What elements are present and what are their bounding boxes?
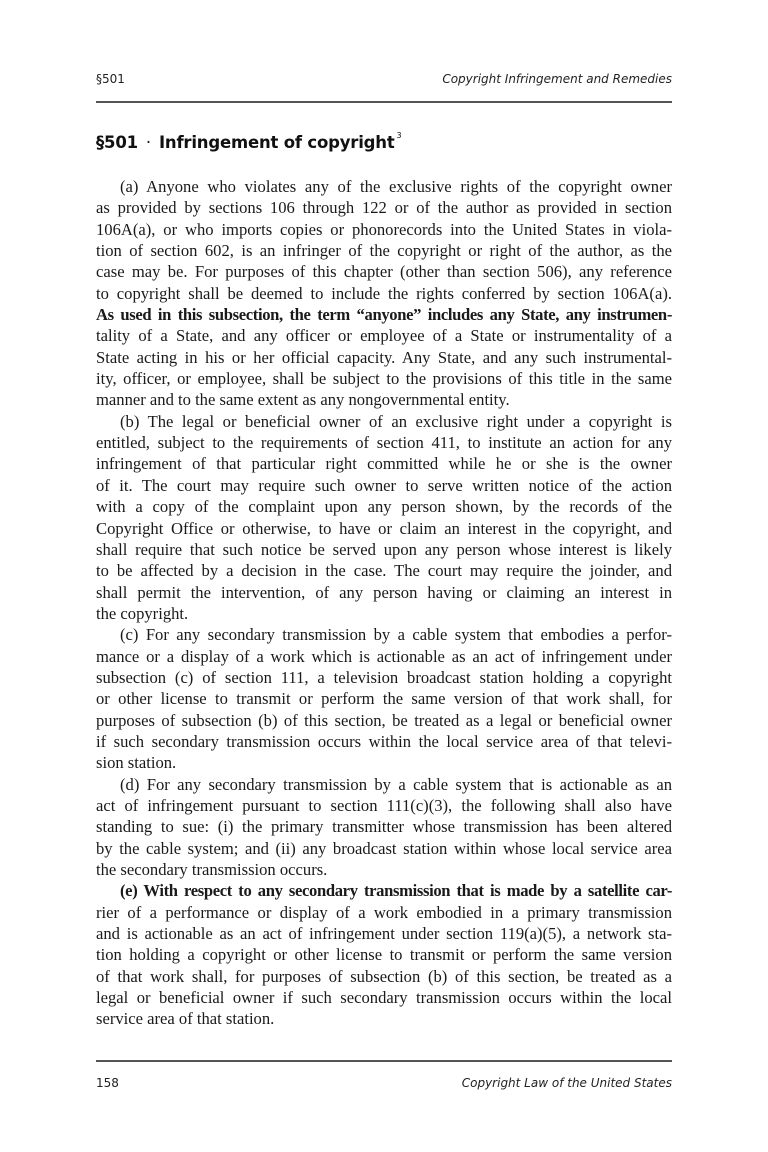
body-line: rier of a performance or display of a work embodied in a primary transmission [96,902,672,922]
body-line: State acting in his or her official capacity. Any State, and any such instrumental- [96,347,672,367]
body-line: act of infringement pursuant to section 111(c)(3), the following shall also have [96,795,672,815]
body-line: if such secondary transmission occurs within the local service area of that televi- [96,731,672,751]
section-number: §501 [96,133,138,152]
running-header [96,72,672,92]
body-line: mance or a display of a work which is actionable as an act of infringement under [96,646,672,666]
footer-book-title: Copyright Law of the United States [461,1076,672,1090]
body-line: the copyright. [96,603,189,623]
body-line: entitled, subject to the requirements of section 411, to institute an action for any [96,433,672,453]
body-line-emphasized: As used in this subsection, the term “anyone” includes any State, any instrumen- [96,305,672,325]
body-line: ity, officer, or employee, shall be subject to the provisions of this title in the same [96,369,672,389]
header-rule [96,101,672,103]
section-heading [96,133,401,152]
body-line: infringement of that particular right committed while he or she is the owner [96,454,672,474]
body-line: tion of section 602, is an infringer of the copyright or right of the author, as the [96,241,672,261]
body-line: as provided by sections 106 through 122 or of the author as provided in section [96,198,672,218]
body-line: (a) Anyone who violates any of the exclusive rights of the copyright owner [120,177,672,196]
body-line: purposes of subsection (b) of this section, be treated as a legal or beneficial owner [96,710,672,730]
body-line: shall permit the intervention, of any person having or claiming an interest in [96,582,672,602]
body-line: service area of that station. [96,1009,275,1029]
body-line: 106A(a), or who imports copies or phonorecords into the United States in viola- [96,219,672,239]
footer-rule [96,1060,672,1062]
body-line: sion station. [96,753,177,773]
body-line: of that work shall, for purposes of subsection (b) of this section, be treated as a [96,966,672,986]
body-line: or other license to transmit or perform the same version of that work shall, for [96,689,672,709]
footnote-reference: 3 [396,131,402,140]
body-line: and is actionable as an act of infringement under section 119(a)(5), a network sta- [96,924,672,944]
body-line: to be affected by a decision in the case. The court may require the joinder, and [96,561,672,581]
section-body [96,176,672,1030]
body-line: subsection (c) of section 111, a television broadcast station holding a copyright [96,667,672,687]
section-title-text: Infringement of copyright [158,133,395,152]
body-line: case may be. For purposes of this chapter (other than section 506), any reference [96,262,672,282]
body-line: the secondary transmission occurs. [96,860,328,879]
body-line: tality of a State, and any officer or employee of a State or instrumentality of a [96,326,672,346]
body-line: with a copy of the complaint upon any person shown, by the records of the [96,497,672,517]
body-line: (d) For any secondary transmission by a cable system that is actionable as an [120,774,672,794]
body-line: to copyright shall be deemed to include the rights conferred by section 106A(a). [96,283,672,303]
body-line: manner and to the same extent as any nongovernmental entity. [96,390,510,410]
running-footer [96,1076,672,1096]
body-line-emphasized: (e) With respect to any secondary transmission that is made by a satellite car- [120,881,672,901]
body-line: tion holding a copyright or other license to transmit or perform the same version [96,945,672,965]
body-line: legal or beneficial owner if such secondary transmission occurs within the local [96,988,672,1008]
section-separator: · [145,133,151,152]
body-line: Copyright Office or otherwise, to have or claim an interest in the copyright, and [96,518,672,538]
body-line: of it. The court may require such owner to serve written notice of the action [96,475,672,495]
body-line: by the cable system; and (ii) any broadcast station within whose local service area [96,838,672,858]
body-line: (b) The legal or beneficial owner of an exclusive right under a copyright is [120,411,672,431]
body-line: shall require that such notice be served upon any person whose interest is likely [96,539,672,559]
header-section-ref: §501 [96,72,125,86]
body-line: (c) For any secondary transmission by a cable system that embodies a perfor- [120,625,672,645]
header-chapter-title: Copyright Infringement and Remedies [442,72,672,86]
page-number: 158 [96,1076,119,1090]
body-line: standing to sue: (i) the primary transmitter whose transmission has been altered [96,817,672,837]
